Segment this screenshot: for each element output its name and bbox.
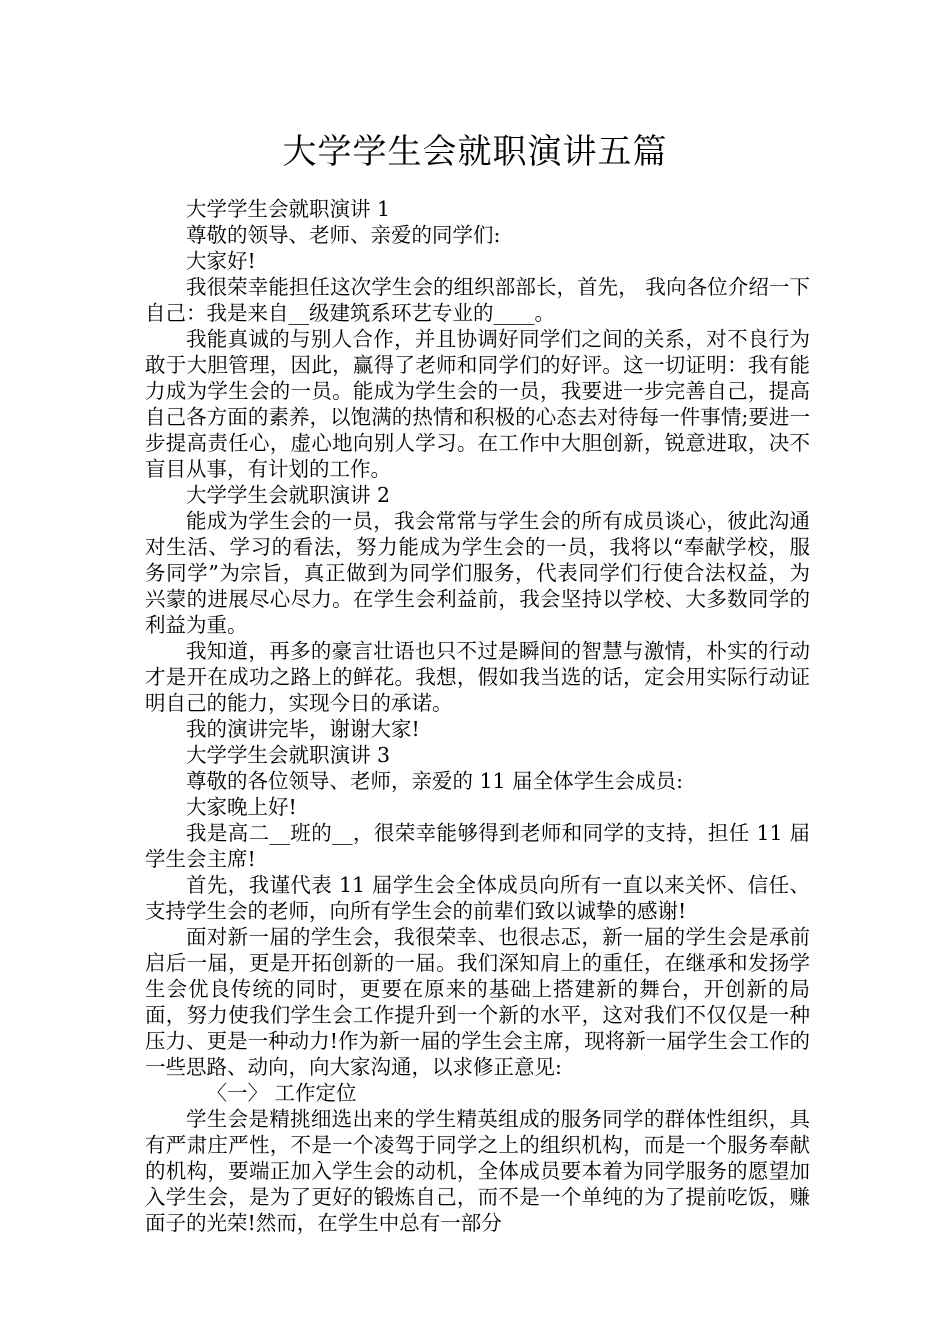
salutation: 尊敬的领导、老师、亲爱的同学们: [186, 223, 501, 247]
paragraph: 学生会是精挑细选出来的学生精英组成的服务同学的群体性组织，具有严肃庄严性，不是一个凌驾于同学之上的组织机构，而是一个服务奉献的机构，要端正加入学生会的动机，全体成员要本着为同学服务的愿望加入学生会，是为了更好的锻炼自己，而不是一个单纯的为了提前吃饭，赚面子的光荣!然而，在学生中总有一部分 [145, 1107, 810, 1235]
greeting: 大家好! [186, 249, 256, 273]
paragraph: 面对新一届的学生会，我很荣幸、也很忐忑，新一届的学生会是承前启后一届，更是开拓创新的一届。我们深知肩上的重任，在继承和发扬学生会优良传统的同时，更要在原来的基础上搭建新的舞台，开创新的局面，努力使我们学生会工作提升到一个新的水平，这对我们不仅仅是一种压力、更是一种动力!作为新一届的学生会主席，现将新一届学生会工作的一些思路、动向，向大家沟通，以求修正意见: [145, 925, 810, 1079]
section-heading-3: 大学学生会就职演讲 3 [186, 743, 391, 767]
section-heading-2: 大学学生会就职演讲 2 [186, 483, 391, 507]
paragraph: 我知道，再多的豪言壮语也只不过是瞬间的智慧与激情，朴实的行动才是开在成功之路上的鲜花。我想，假如我当选的话，定会用实际行动证明自己的能力，实现今日的承诺。 [145, 639, 810, 715]
paragraph: 我很荣幸能担任这次学生会的组织部部长，首先， 我向各位介绍一下自己：我是来自__级建筑系环艺专业的____。 [145, 275, 810, 325]
paragraph: 首先，我谨代表 11 届学生会全体成员向所有一直以来关怀、信任、支持学生会的老师，向所有学生会的前辈们致以诚挚的感谢! [145, 873, 810, 923]
subsection-heading: 〈一〉 工作定位 [206, 1081, 357, 1105]
document-title: 大学学生会就职演讲五篇 [282, 132, 668, 172]
section-heading-1: 大学学生会就职演讲 1 [186, 197, 391, 221]
paragraph: 能成为学生会的一员，我会常常与学生会的所有成员谈心，彼此沟通对生活、学习的看法，努力能成为学生会的一员，我将以“奉献学校，服务同学”为宗旨，真正做到为同学们服务，代表同学们行使合法权益，为兴蒙的进展尽心尽力。在学生会利益前，我会坚持以学校、大多数同学的利益为重。 [145, 509, 810, 637]
paragraph: 我是高二__班的__，很荣幸能够得到老师和同学的支持，担任 11 届学生会主席! [145, 821, 810, 871]
salutation: 尊敬的各位领导、老师，亲爱的 11 届全体学生会成员: [186, 769, 684, 793]
paragraph: 我能真诚的与别人合作，并且协调好同学们之间的关系，对不良行为敢于大胆管理，因此，赢得了老师和同学们的好评。这一切证明：我有能力成为学生会的一员。能成为学生会的一员，我要进一步完善自己，提高自己各方面的素养，以饱满的热情和积极的心态去对待每一件事情;要进一步提高责任心，虚心地向别人学习。在工作中大胆创新，锐意进取，决不盲目从事，有计划的工作。 [145, 327, 810, 481]
greeting: 大家晚上好! [186, 795, 297, 819]
closing-line: 我的演讲完毕，谢谢大家! [186, 717, 420, 741]
document-body [145, 196, 810, 1236]
